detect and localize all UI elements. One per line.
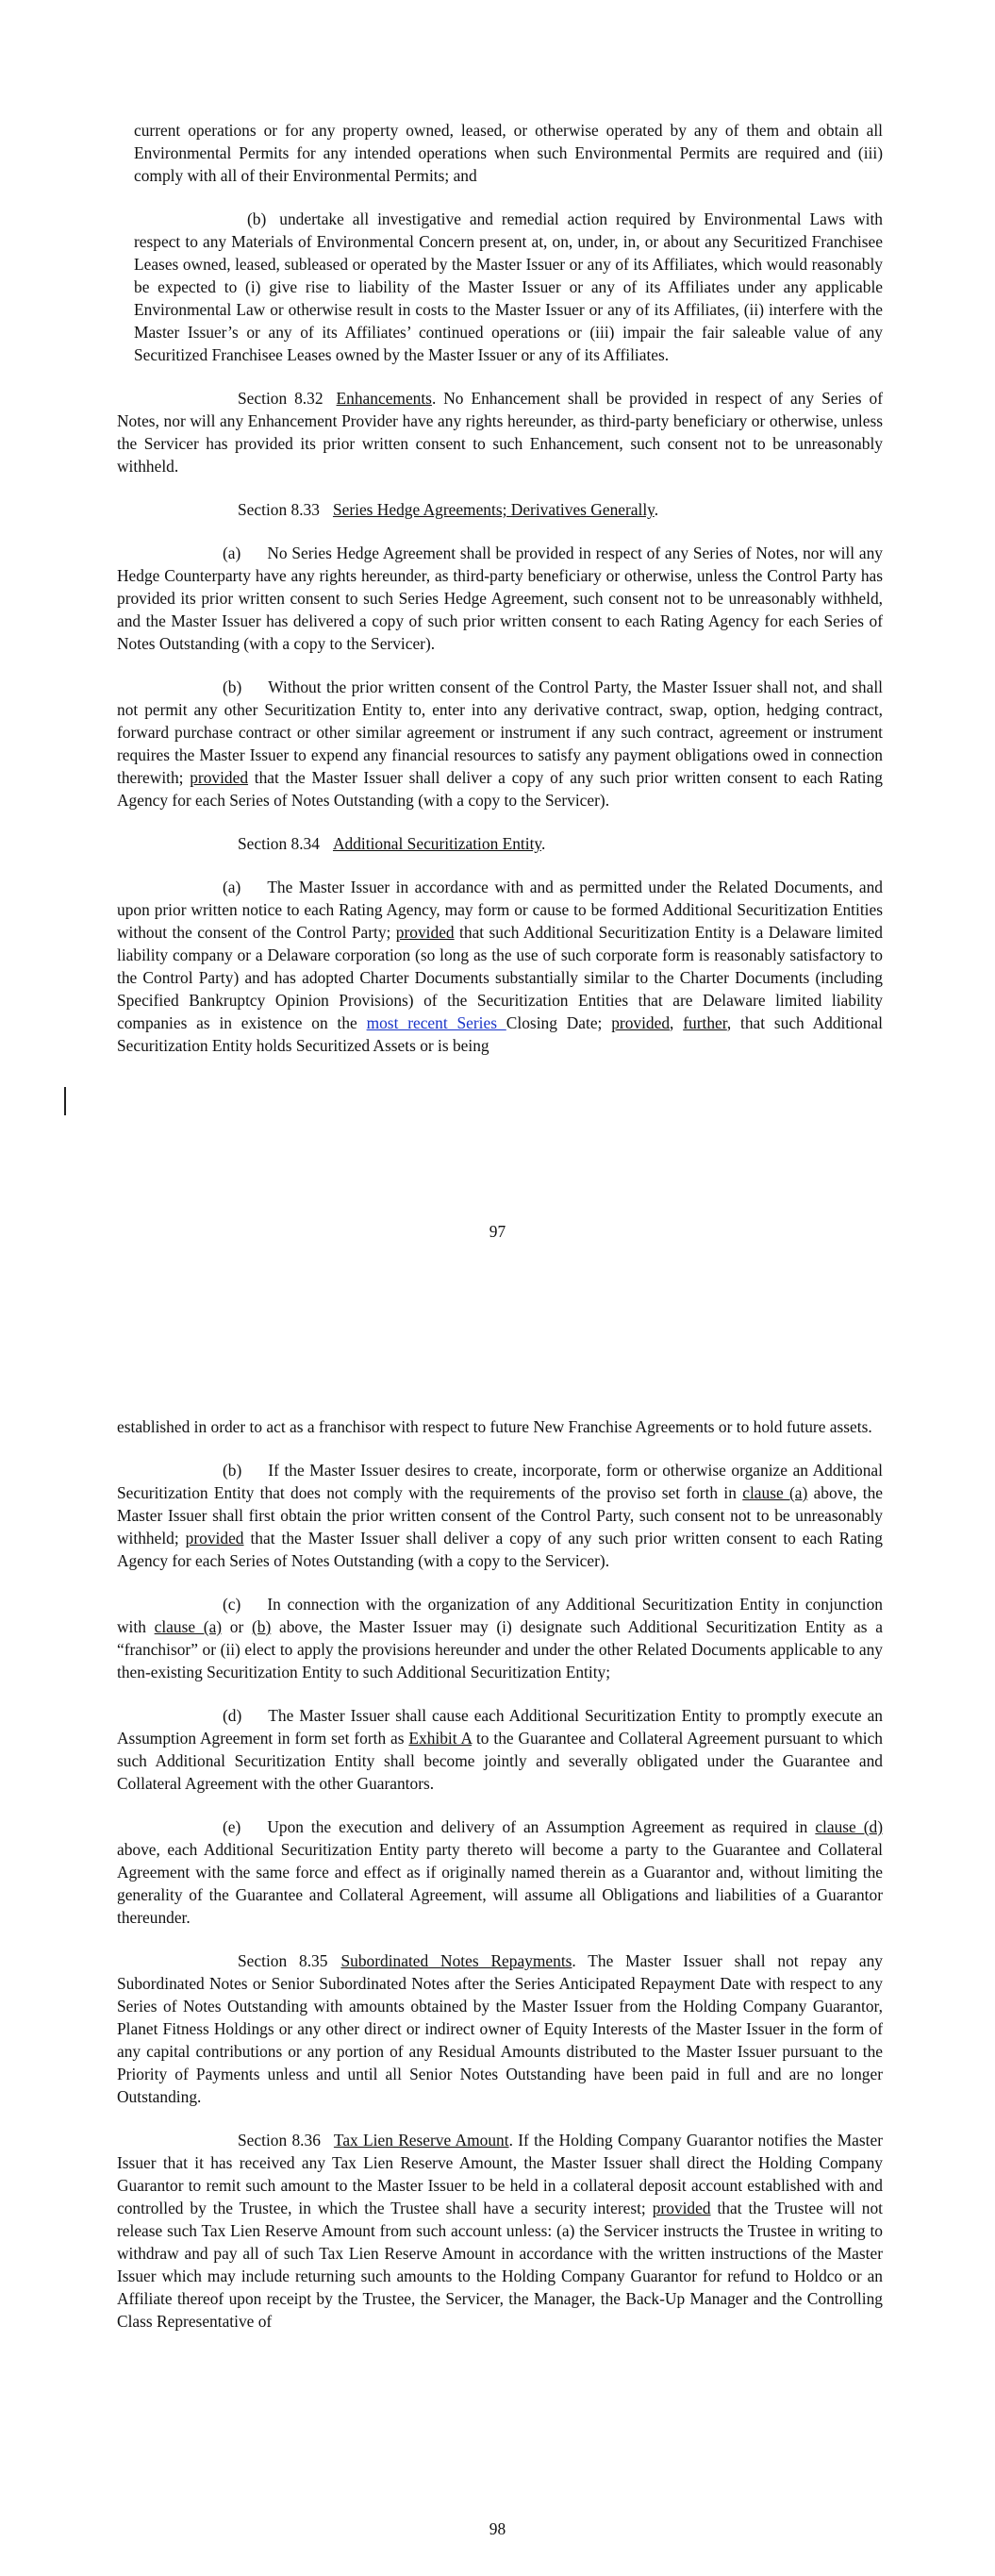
- clause-reference: clause (a): [154, 1617, 223, 1636]
- paragraph-text: In connection with the organization of any Additional Securitization Entity in conjunction with: [117, 1595, 883, 1636]
- paragraph-text: or: [229, 1617, 244, 1636]
- section-title: Tax Lien Reserve Amount: [333, 2131, 509, 2149]
- paragraph-text: . No Enhancement shall be provided in respect of any Series of Notes, nor will any Enhancement Provider have any rights hereunder, as third-party beneficiary or otherwise, unless the Servicer has provided its prior written consent to such Enhancement, such consent not to be unreasonably withheld.: [117, 389, 883, 476]
- paragraph-text: that the Master Issuer shall deliver a copy of any such prior written consent to each Rating Agency for each Series of Notes Outstanding (with a copy to the Servicer).: [117, 1529, 883, 1570]
- paragraph-text: to the Guarantee and Collateral Agreement pursuant to which such Additional Securitization Entity shall become jointly and severally obligated under the Guarantee and Collateral Agreement with the other Guarantors.: [117, 1729, 883, 1793]
- paragraph-text: current operations or for any property owned, leased, or otherwise operated by any of them and obtain all Environmental Permits for any intended operations when such Environmental Permits are required and (iii) comply with all of their Environmental Permits; and: [134, 121, 883, 185]
- section-8-35: [117, 1949, 883, 2108]
- exhibit-reference: Exhibit A: [408, 1729, 473, 1748]
- provided-term: provided: [611, 1013, 671, 1032]
- section-number: Section 8.34: [238, 834, 320, 853]
- paragraph-text: above, each Additional Securitization Entity party thereto will become a party to the Guarantee and Collateral Agreement with the same force and effect as if originally named therein as a Guarantor and, without limiting the generality of the Guarantee and Collateral Agreement, will assume all Obligations and liabilities of a Guarantor thereunder.: [117, 1840, 883, 1927]
- paragraph-text: The Master Issuer in accordance with and as permitted under the Related Documents, and upon prior written notice to each Rating Agency, may form or cause to be formed Additional Securitization Entities without the consent of the Control Party;: [117, 878, 883, 942]
- provided-term: provided: [652, 2199, 711, 2217]
- paragraph-text: Closing Date;: [506, 1013, 603, 1032]
- paragraph-text: above, the Master Issuer may (i) designate such Additional Securitization Entity as a “franchisor” or (ii) elect to apply the provisions hereunder and under the other Related Documents applicable to any then-existing Securitization Entity to such Additional Securitization Entity;: [117, 1617, 883, 1681]
- section-8-34-heading: [117, 832, 883, 855]
- paragraph-text: that such Additional Securitization Entity is a Delaware limited liability company or a Delaware corporation (so long as the use of such corporate form is reasonably satisfactory to the Control Party) and has adopted Charter Documents substantially similar to the Charter Documents (including Specified Bankruptcy Opinion Provisions) of the Securitization Entities that are Delaware limited liability companies as in existence on the: [117, 923, 883, 1032]
- revision-bar: [64, 1087, 66, 1115]
- provided-term: provided: [185, 1529, 244, 1547]
- continued-paragraph: [117, 1415, 883, 1438]
- paragraph-text: Without the prior written consent of the Control Party, the Master Issuer shall not, and shall not permit any other Securitization Entity to, enter into any derivative contract, swap, option, hedging contract, forward purchase contract or other similar agreement or instrument if any such contract, agreement or instrument requires the Master Issuer to expend any financial resources to satisfy any payment obligations owed in connection therewith;: [117, 677, 883, 787]
- provided-term: provided: [190, 768, 249, 787]
- section-8-34-a: [117, 876, 883, 1057]
- clause-label: (b): [223, 677, 242, 696]
- section-title: Subordinated Notes Repayments: [340, 1951, 572, 1970]
- section-8-32: [117, 387, 883, 477]
- paragraph-text: No Series Hedge Agreement shall be provided in respect of any Series of Notes, nor will any Hedge Counterparty have any rights hereunder, as third-party beneficiary or otherwise, unless the Control Party has provided its prior written consent to such Series Hedge Agreement, such consent not to be unreasonably withheld, and the Master Issuer has delivered a copy of such prior written consent to each Rating Agency for each Series of Notes Outstanding (with a copy to the Servicer).: [117, 544, 883, 653]
- section-number: Section 8.35: [238, 1951, 328, 1970]
- section-8-34-e: [117, 1815, 883, 1929]
- paragraph-text: . The Master Issuer shall not repay any Subordinated Notes or Senior Subordinated Notes after the Series Anticipated Repayment Date with respect to any Series of Notes Outstanding with amounts obtained by the Master Issuer from the Holding Company Guarantor, Planet Fitness Holdings or any other direct or indirect owner of Equity Interests of the Master Issuer in the form of any capital contributions or any portion of any Residual Amounts distributed to the Master Issuer pursuant to the Priority of Payments unless and until all Senior Notes Outstanding have been paid in full and are no longer Outstanding.: [117, 1951, 884, 2106]
- clause-label: (c): [223, 1595, 241, 1614]
- clause-label: (e): [223, 1817, 241, 1836]
- paragraph-text: . If the Holding Company Guarantor notifies the Master Issuer that it has received any Tax Lien Reserve Amount, the Master Issuer shall direct the Holding Company Guarantor to remit such amount to the Master Issuer to be held in a collateral deposit account established with and controlled by the Trustee, in which the Trustee shall have a security interest;: [117, 2131, 883, 2217]
- section-title: Enhancements: [336, 389, 432, 408]
- paragraph-text: undertake all investigative and remedial action required by Environmental Laws with respect to any Materials of Environmental Concern present at, on, under, in, or about any Securitized Franchisee Leases owned, leased, subleased or operated by the Master Issuer or any of its Affiliates, which would reasonably be expected to (i) give rise to liability of the Master Issuer or any of its Affiliates under any applicable Environmental Law or otherwise result in costs to the Master Issuer or any of its Affiliates, (ii) interfere with the Master Issuer’s or any of its Affiliates’ continued operations or (iii) impair the fair saleable value of any Securitized Franchisee Leases owned by the Master Issuer or any of its Affiliates.: [134, 209, 883, 364]
- clause-reference: clause (d): [815, 1817, 883, 1836]
- section-title: Additional Securitization Entity: [332, 834, 541, 853]
- section-title: Series Hedge Agreements; Derivatives Generally: [332, 500, 655, 519]
- page-98: [0, 1340, 995, 2576]
- section-number: Section 8.36: [238, 2131, 321, 2149]
- clause-reference: (b): [251, 1617, 272, 1636]
- paragraph-text: , that such Additional Securitization Entity holds Securitized Assets or is being: [117, 1013, 883, 1055]
- section-8-34-d: [117, 1704, 883, 1795]
- page-97-body: [117, 119, 883, 1078]
- section-title-period: .: [654, 500, 659, 519]
- continued-paragraph: [117, 119, 883, 187]
- clause-label: (d): [223, 1706, 242, 1725]
- section-number: Section 8.33: [238, 500, 320, 519]
- paragraph-text: that the Master Issuer shall deliver a copy of any such prior written consent to each Rating Agency for each Series of Notes Outstanding (with a copy to the Servicer).: [117, 768, 883, 810]
- section-8-33-b: [117, 676, 883, 811]
- paragraph-text: above, the Master Issuer shall first obtain the prior written consent of the Control Party, such consent not to be unreasonably withheld;: [117, 1483, 883, 1547]
- paragraph-text: If the Master Issuer desires to create, incorporate, form or otherwise organize an Additional Securitization Entity that does not comply with the requirements of the proviso set forth in: [117, 1461, 883, 1502]
- paragraph-text: established in order to act as a franchisor with respect to future New Franchise Agreements or to hold future assets.: [117, 1417, 872, 1436]
- tracked-change-link[interactable]: most recent Series: [366, 1013, 506, 1032]
- paragraph-text: The Master Issuer shall cause each Additional Securitization Entity to promptly execute an Assumption Agreement in form set forth as: [117, 1706, 883, 1748]
- section-8-36: [117, 2129, 883, 2333]
- paragraph-text: that the Trustee will not release such Tax Lien Reserve Amount from such account unless: (a) the Servicer instructs the Trustee in writing to withdraw and pay all of such Tax Lien Reserve Amount in accordance with the written instructions of the Master Issuer which may include returning such amounts to the Holding Company Guarantor for refund to Holdco or an Affiliate thereof upon receipt by the Trustee, the Servicer, the Manager, the Back-Up Manager and the Controlling Class Representative of: [117, 2199, 883, 2331]
- page-number: 97: [489, 1222, 506, 1241]
- punctuation: ,: [670, 1013, 674, 1032]
- clause-label: (b): [223, 1461, 242, 1480]
- paragraph-text: Upon the execution and delivery of an Assumption Agreement as required in: [267, 1817, 808, 1836]
- page-number: 98: [489, 2519, 506, 2538]
- page-98-body: [117, 1415, 883, 2353]
- section-8-33-heading: [117, 498, 883, 521]
- clause-label: (a): [223, 878, 241, 896]
- section-8-33-a: [117, 542, 883, 655]
- clause-label: (a): [223, 544, 241, 562]
- section-8-34-b: [117, 1459, 883, 1572]
- clause-label: (b): [247, 209, 267, 228]
- section-8-34-c: [117, 1593, 883, 1683]
- provided-term: provided: [395, 923, 455, 942]
- section-title-period: .: [541, 834, 546, 853]
- section-number: Section 8.32: [238, 389, 323, 408]
- clause-reference: clause (a): [742, 1483, 808, 1502]
- clause-b-paragraph: [117, 208, 883, 366]
- further-term: further: [683, 1013, 727, 1032]
